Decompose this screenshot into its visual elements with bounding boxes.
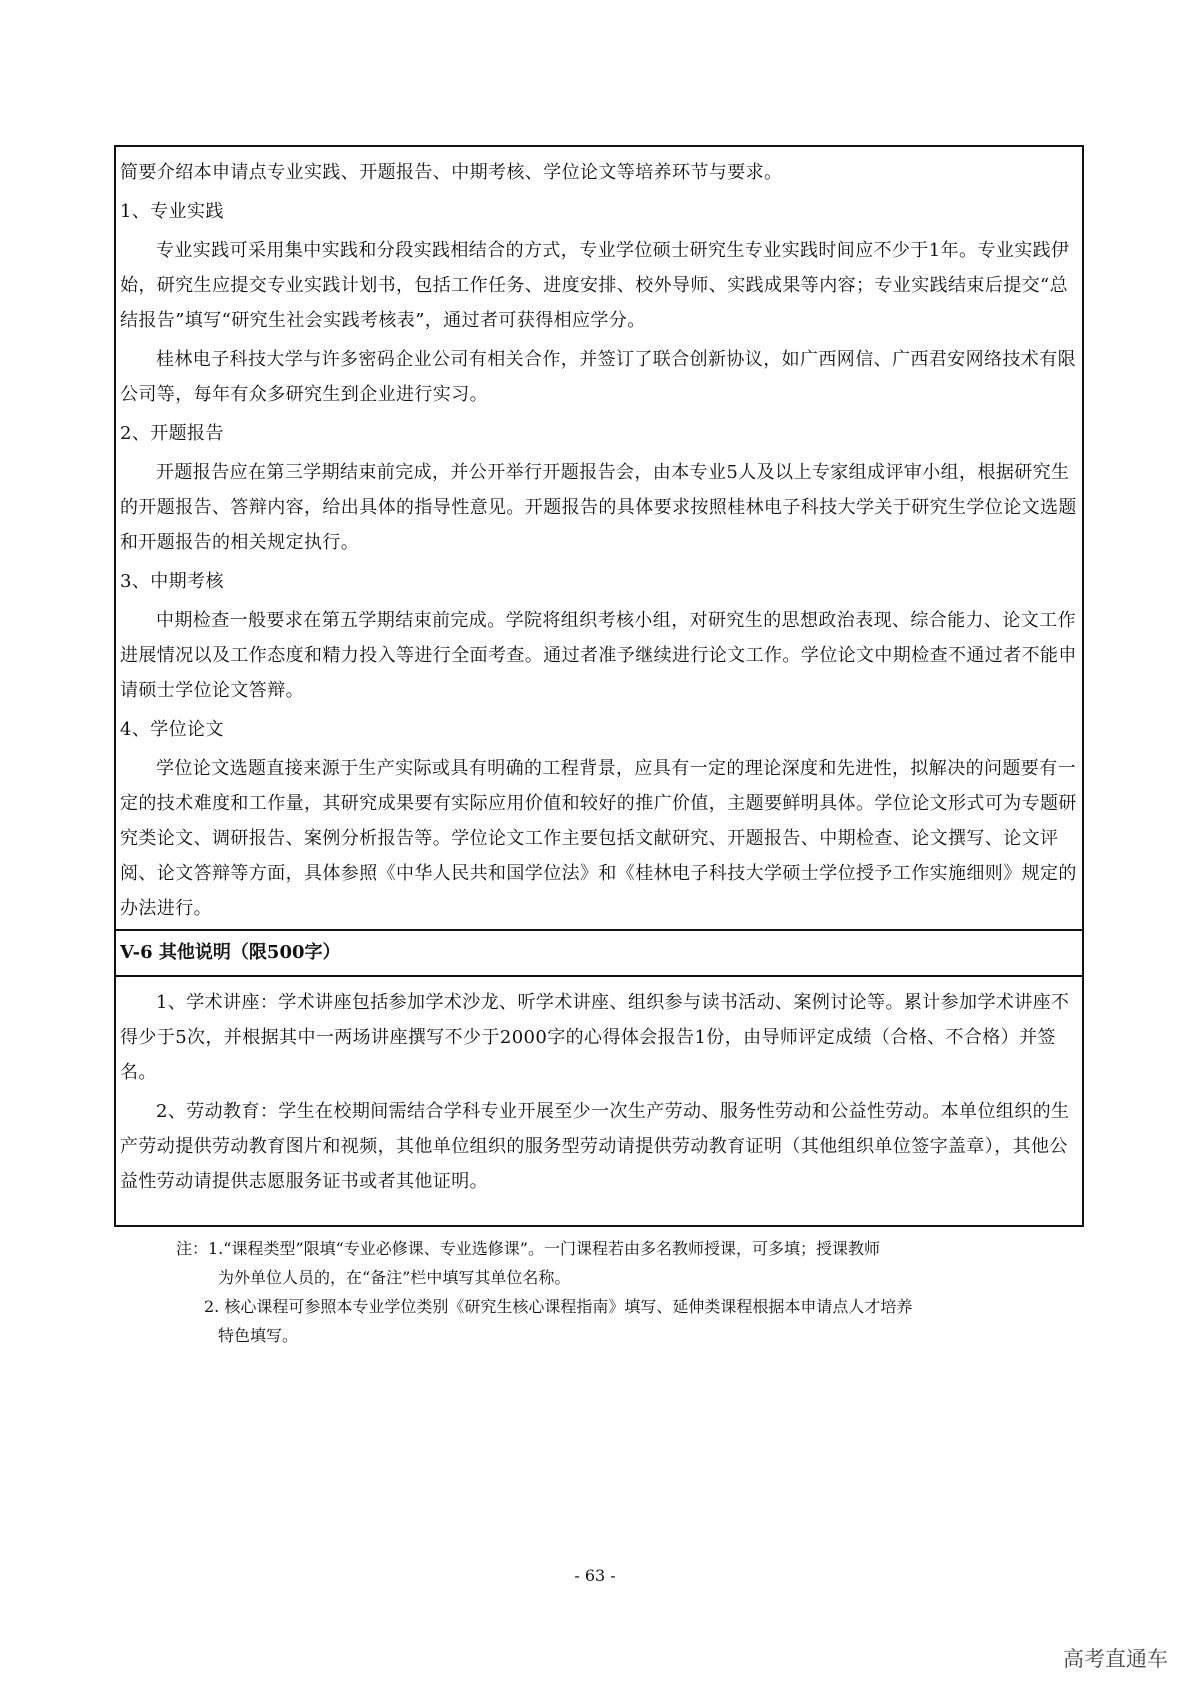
thesis-heading: 4、学位论文 (120, 719, 224, 740)
footnotes (176, 1234, 1036, 1350)
section-intro: 简要介绍本申请点专业实践、开题报告、中期考核、学位论文等培养环节与要求。 (120, 162, 783, 183)
note-2-line-2: 特色填写。 (218, 1326, 299, 1345)
practice-heading: 1、专业实践 (120, 201, 224, 222)
midterm-heading: 3、中期考核 (120, 571, 224, 592)
other-notes-section (116, 977, 1082, 1225)
thesis-paragraph: 学位论文选题直接来源于生产实际或具有明确的工程背景，应具有一定的理论深度和先进性，拟解决的问题要有一定的技术难度和工作量，其研究成果要有实际应用价值和较好的推广价值，主题要鲜明具体。学位论文形式可为专题研究类论文、调研报告、案例分析报告等。学位论文工作主要包括文献研究、开题报告、中期检查、论文撰写、论文评阅、论文答辩等方面，具体参照《中华人民共和国学位法》和《桂林电子科技大学硕士学位授予工作实施细则》规定的办法进行。 (120, 758, 1077, 919)
watermark: 高考直通车 (1063, 1647, 1168, 1671)
practice-paragraph-2: 桂林电子科技大学与许多密码企业公司有相关合作，并签订了联合创新协议，如广西网信、广西君安网络技术有限公司等，每年有众多研究生到企业进行实习。 (120, 349, 1076, 405)
lecture-paragraph: 1、学术讲座：学术讲座包括参加学术沙龙、听学术讲座、组织参与读书活动、案例讨论等。累计参加学术讲座不得少于5次，并根据其中一两场讲座撰写不少于2000字的心得体会报告1份，由导师评定成绩（合格、不合格）并签名。 (120, 992, 1070, 1083)
training-section (116, 147, 1082, 929)
note-1-line-1: 注：1.“课程类型”限填“专业必修课、专业选修课”。一门课程若由多名教师授课，可多填；授课教师 (176, 1239, 880, 1258)
practice-paragraph-1: 专业实践可采用集中实践和分段实践相结合的方式，专业学位硕士研究生专业实践时间应不少于1年。专业实践伊始，研究生应提交专业实践计划书，包括工作任务、进度安排、校外导师、实践成果等内容；专业实践结束后提交“总结报告”填写“研究生社会实践考核表”，通过者可获得相应学分。 (120, 240, 1070, 331)
labor-paragraph: 2、劳动教育：学生在校期间需结合学科专业开展至少一次生产劳动、服务性劳动和公益性劳动。本单位组织的生产劳动提供劳动教育图片和视频，其他单位组织的服务型劳动请提供劳动教育证明（其他组织单位签字盖章），其他公益性劳动请提供志愿服务证书或者其他证明。 (120, 1101, 1070, 1192)
note-1-line-2: 为外单位人员的，在“备注”栏中填写其单位名称。 (218, 1268, 571, 1287)
note-2-line-1: 2. 核心课程可参照本专业学位类别《研究生核心课程指南》填写、延伸类课程根据本申请点人才培养 (204, 1297, 913, 1316)
form-table (114, 145, 1084, 1227)
proposal-paragraph: 开题报告应在第三学期结束前完成，并公开举行开题报告会，由本专业5人及以上专家组成评审小组，根据研究生的开题报告、答辩内容，给出具体的指导性意见。开题报告的具体要求按照桂林电子科技大学关于研究生学位论文选题和开题报告的相关规定执行。 (120, 462, 1077, 553)
page-number: - 63 - (574, 1566, 616, 1585)
midterm-paragraph: 中期检查一般要求在第五学期结束前完成。学院将组织考核小组，对研究生的思想政治表现、综合能力、论文工作进展情况以及工作态度和精力投入等进行全面考查。通过者准予继续进行论文工作。学位论文中期检查不通过者不能申请硕士学位论文答辩。 (120, 610, 1077, 701)
other-notes-header: V-6 其他说明（限500字） (116, 929, 1082, 977)
proposal-heading: 2、开题报告 (120, 423, 224, 444)
